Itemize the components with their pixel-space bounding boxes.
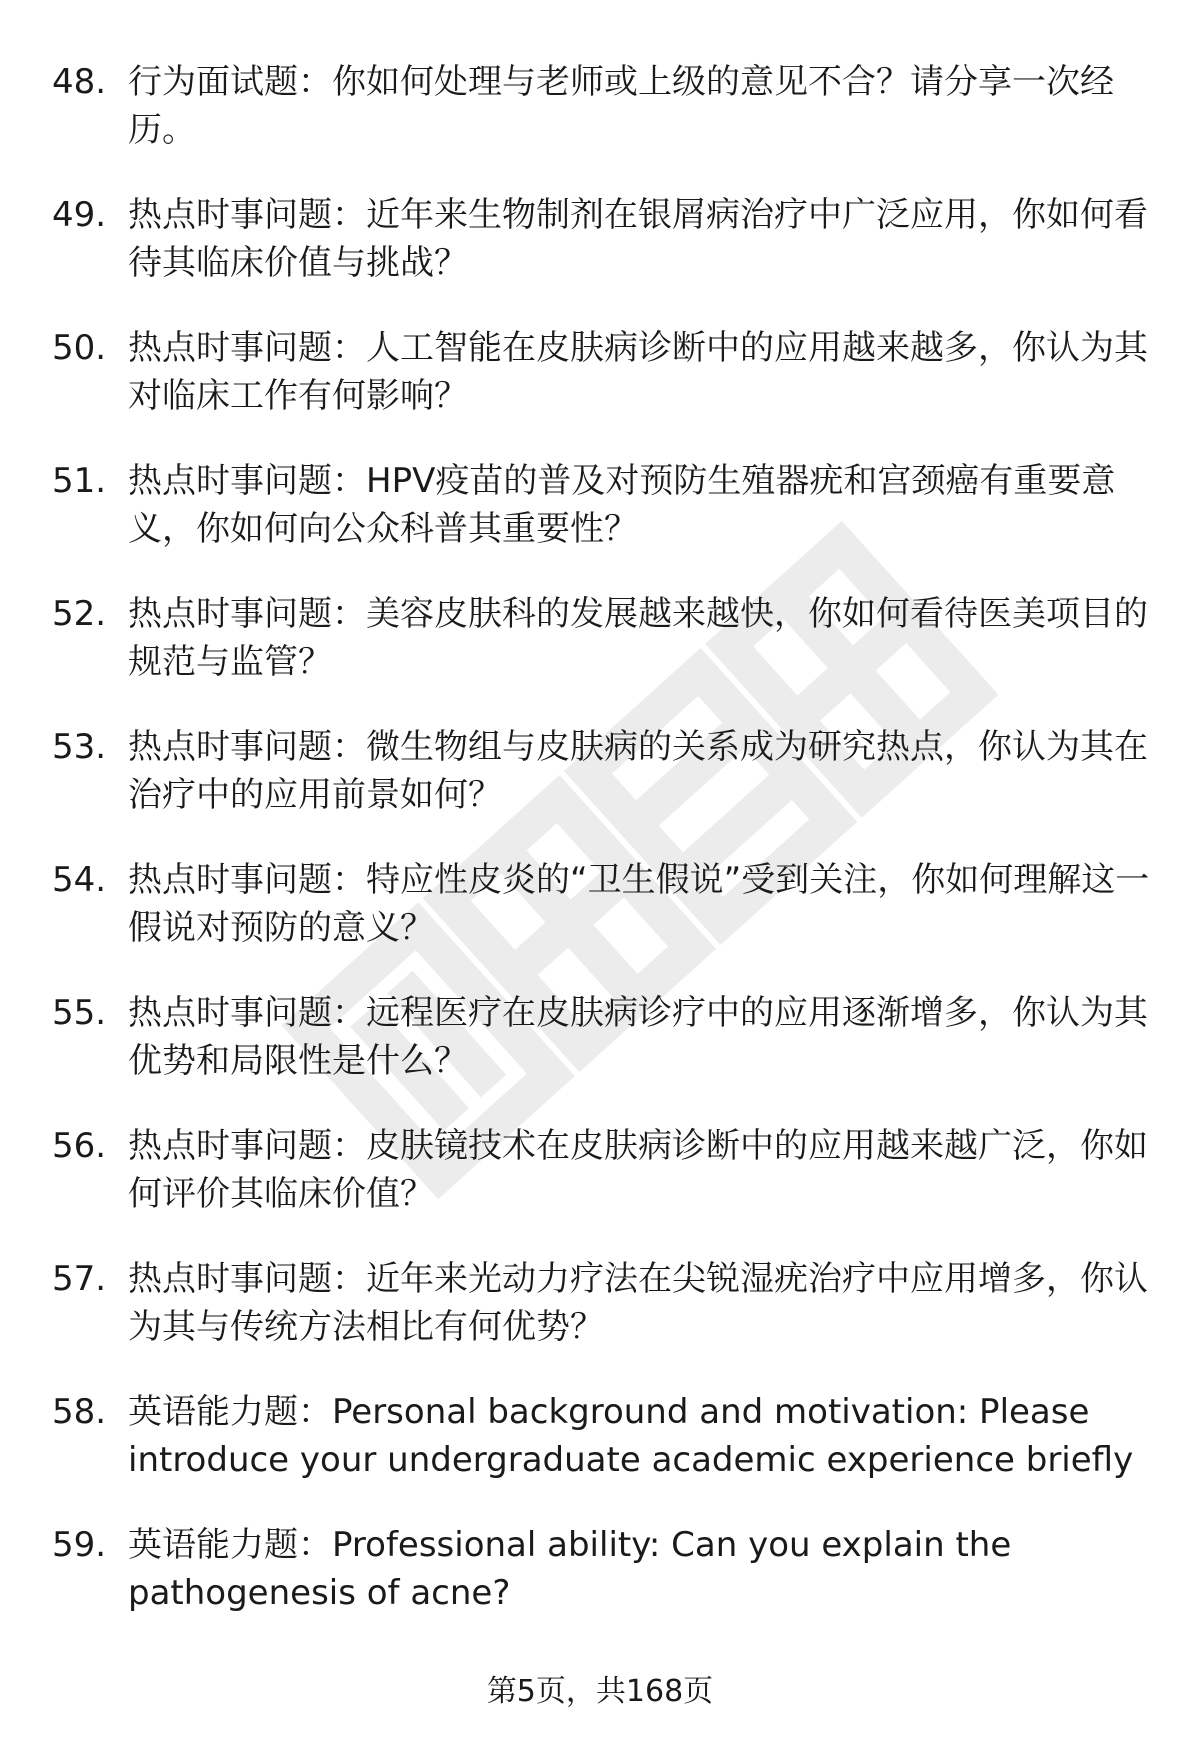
question-text: 英语能力题：Professional ability: Can you explain the pathogenesis of acne? — [128, 1525, 1012, 1613]
question-number: 48. — [52, 62, 107, 102]
question-text: 热点时事问题：远程医疗在皮肤病诊疗中的应用逐渐增多，你认为其优势和局限性是什么？ — [128, 993, 1148, 1081]
question-item — [52, 1521, 1152, 1654]
question-number: 59. — [52, 1525, 107, 1565]
question-text: 热点时事问题：近年来生物制剂在银屑病治疗中广泛应用，你如何看待其临床价值与挑战？ — [128, 195, 1148, 283]
question-item — [52, 324, 1152, 457]
question-number: 53. — [52, 727, 107, 767]
question-number: 56. — [52, 1126, 107, 1166]
question-number: 49. — [52, 195, 107, 235]
question-text: 热点时事问题：特应性皮炎的“卫生假说”受到关注，你如何理解这一假说对预防的意义？ — [128, 860, 1150, 948]
question-item — [52, 590, 1152, 723]
question-item — [52, 457, 1152, 590]
question-list — [52, 58, 1152, 1654]
question-item — [52, 191, 1152, 324]
question-item — [52, 856, 1152, 989]
question-text: 热点时事问题：皮肤镜技术在皮肤病诊断中的应用越来越广泛，你如何评价其临床价值？ — [128, 1126, 1148, 1214]
question-item — [52, 1255, 1152, 1388]
question-text: 热点时事问题：HPV疫苗的普及对预防生殖器疣和宫颈癌有重要意义，你如何向公众科普其重要性？ — [128, 461, 1116, 549]
question-text: 热点时事问题：美容皮肤科的发展越来越快，你如何看待医美项目的规范与监管？ — [128, 594, 1148, 682]
question-text: 热点时事问题：近年来光动力疗法在尖锐湿疣治疗中应用增多，你认为其与传统方法相比有何优势？ — [128, 1259, 1148, 1347]
question-text: 行为面试题：你如何处理与老师或上级的意见不合？请分享一次经历。 — [128, 62, 1114, 150]
question-number: 52. — [52, 594, 107, 634]
question-item — [52, 989, 1152, 1122]
question-item — [52, 1122, 1152, 1255]
page-number-footer: 第5页，共168页 — [486, 1674, 714, 1709]
question-number: 57. — [52, 1259, 107, 1299]
question-number: 55. — [52, 993, 107, 1033]
question-item — [52, 1388, 1152, 1521]
question-number: 58. — [52, 1392, 107, 1432]
question-text: 热点时事问题：微生物组与皮肤病的关系成为研究热点，你认为其在治疗中的应用前景如何？ — [128, 727, 1148, 815]
question-item — [52, 723, 1152, 856]
question-text: 热点时事问题：人工智能在皮肤病诊断中的应用越来越多，你认为其对临床工作有何影响？ — [128, 328, 1148, 416]
question-number: 54. — [52, 860, 107, 900]
question-number: 50. — [52, 328, 107, 368]
question-item — [52, 58, 1152, 191]
question-text: 英语能力题：Personal background and motivation: Please introduce your undergraduate academic experience briefly — [128, 1392, 1134, 1480]
question-number: 51. — [52, 461, 107, 501]
